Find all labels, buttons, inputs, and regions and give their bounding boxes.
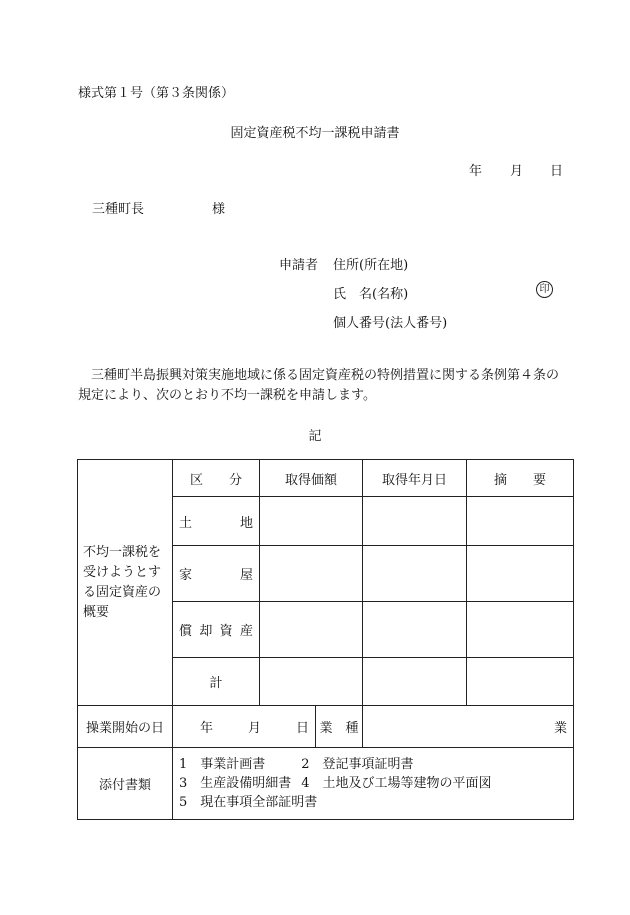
row-label-char: 資 [219, 624, 233, 639]
table-row-attachments [78, 748, 574, 820]
operation-start-label: 操業開始の日 [78, 706, 173, 748]
header-remarks: 摘 要 [467, 460, 574, 497]
table-header-row [78, 460, 574, 497]
applicant-address-label: 住所(所在地) [333, 258, 409, 273]
application-body-text: 三種町半島振興対策実施地域に係る固定資産税の特例措置に関する条例第４条の規定により、次のとおり不均一課税を申請します。 [78, 368, 560, 403]
operation-date-field[interactable] [173, 706, 316, 748]
table-row-operation [78, 706, 574, 748]
seal-mark: 印 [536, 281, 553, 298]
header-acquisition-price: 取得価額 [260, 460, 363, 497]
land-date-field[interactable] [363, 497, 467, 546]
row-label-char: 家 [179, 568, 193, 583]
addressee-honorific: 様 [212, 202, 226, 217]
industry-label: 業 種 [316, 706, 363, 748]
attachment-item: 4 土地及び工場等建物の平面図 [301, 776, 492, 791]
operation-date-day: 日 [295, 721, 309, 736]
row-label-char: 土 [179, 515, 193, 531]
house-price-field[interactable] [260, 546, 363, 602]
row-label-house [173, 546, 260, 602]
row-label-char: 償 [179, 624, 193, 639]
land-price-field[interactable] [260, 497, 363, 546]
total-date-field[interactable] [363, 658, 467, 706]
row-label-char: 産 [239, 624, 253, 639]
applicant-name-label: 氏 名(名称) [333, 287, 409, 302]
applicant-id-label: 個人番号(法人番号) [333, 316, 448, 331]
row-label-char: 地 [239, 515, 253, 531]
date-day: 日 [550, 164, 564, 179]
date-month: 月 [510, 164, 524, 179]
asset-overview-label-text: 不均一課税を受けようとする固定資産の概要 [83, 544, 162, 620]
industry-field[interactable] [363, 706, 574, 748]
document-title: 固定資産税不均一課税申請書 [230, 126, 400, 141]
header-acquisition-date: 取得年月日 [363, 460, 467, 497]
industry-suffix: 業 [554, 721, 568, 736]
ki-heading: 記 [308, 429, 322, 444]
house-date-field[interactable] [363, 546, 467, 602]
asset-overview-label [78, 460, 173, 706]
row-label-land [173, 497, 260, 546]
date-year: 年 [469, 164, 483, 179]
land-remarks-field[interactable] [467, 497, 574, 546]
total-remarks-field[interactable] [467, 658, 574, 706]
row-label-total: 計 [173, 658, 260, 706]
depreciable-price-field[interactable] [260, 602, 363, 658]
row-label-depreciable-assets [173, 602, 260, 658]
form-number: 様式第１号（第３条関係） [78, 86, 235, 101]
addressee-name: 三種町長 [92, 202, 145, 217]
attachment-item: 2 登記事項証明書 [301, 757, 414, 772]
operation-date-year: 年 [199, 721, 213, 736]
attachments-label: 添付書類 [78, 748, 173, 820]
asset-summary-table [77, 459, 574, 820]
operation-date-month: 月 [247, 721, 261, 736]
header-category: 区 分 [173, 460, 260, 497]
row-label-char: 屋 [239, 568, 253, 583]
row-label-char: 却 [199, 624, 213, 639]
total-price-field[interactable] [260, 658, 363, 706]
attachments-list [173, 748, 574, 820]
applicant-label: 申請者 [279, 258, 319, 273]
attachment-item: 5 現在事項全部証明書 [179, 795, 318, 810]
attachment-item: 3 生産設備明細書 [179, 776, 292, 791]
house-remarks-field[interactable] [467, 546, 574, 602]
attachment-item: 1 事業計画書 [179, 757, 266, 772]
depreciable-remarks-field[interactable] [467, 602, 574, 658]
depreciable-date-field[interactable] [363, 602, 467, 658]
